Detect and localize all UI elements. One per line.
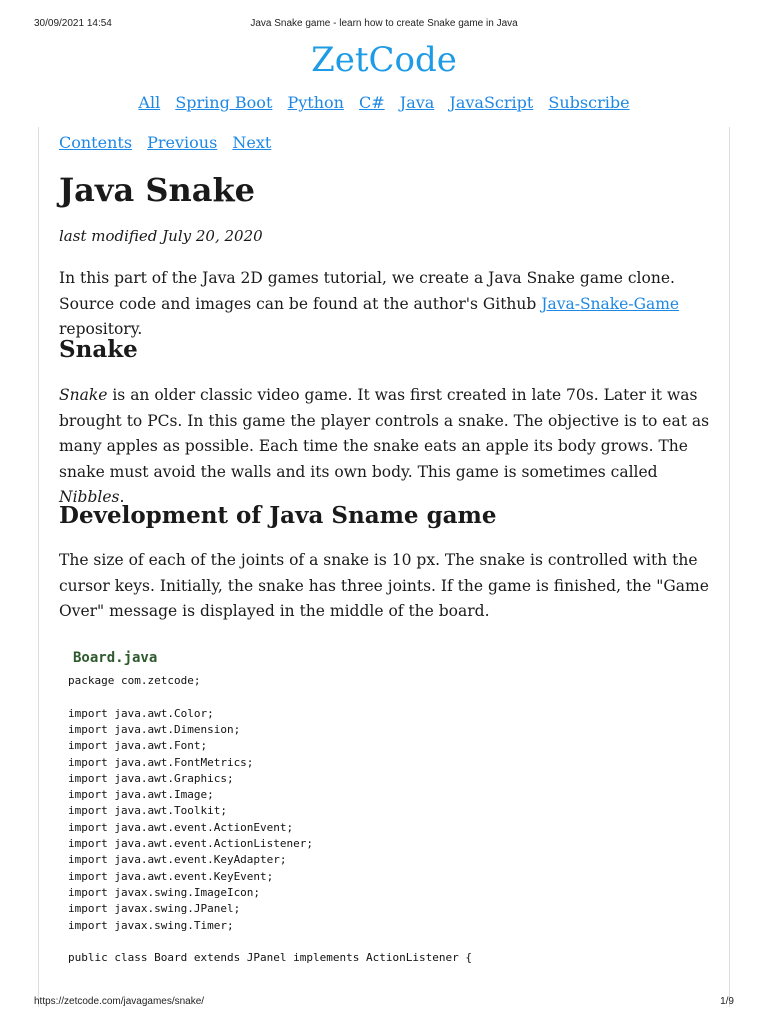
nav-link-subscribe[interactable]: Subscribe xyxy=(548,93,630,112)
nav-link-csharp[interactable]: C# xyxy=(359,93,385,112)
nav-link-java[interactable]: Java xyxy=(399,93,435,112)
nibbles-em: Nibbles xyxy=(59,488,120,506)
section-heading-development: Development of Java Sname game xyxy=(59,502,497,529)
code-line: import javax.swing.ImageIcon; xyxy=(68,885,261,899)
code-line: import java.awt.event.ActionEvent; xyxy=(68,820,294,834)
article-content xyxy=(38,127,730,1007)
intro-paragraph xyxy=(59,266,714,343)
section-heading-snake: Snake xyxy=(59,336,138,363)
code-line: import java.awt.event.ActionListener; xyxy=(68,837,314,850)
site-logo-text: ZetCode xyxy=(311,40,457,80)
nav-link-python[interactable]: Python xyxy=(287,93,344,112)
code-line: package com.zetcode; xyxy=(68,674,201,687)
code-line: public class Board extends JPanel implements ActionListener { xyxy=(68,951,472,965)
nav-link-spring-boot[interactable]: Spring Boot xyxy=(175,93,273,112)
snake-em: Snake xyxy=(59,386,108,404)
snake-paragraph xyxy=(59,383,714,511)
code-line: import java.awt.Dimension; xyxy=(68,722,241,736)
code-line: import java.awt.Toolkit; xyxy=(68,804,227,818)
code-line: import java.awt.Image; xyxy=(68,788,214,802)
top-nav xyxy=(0,93,768,112)
code-line: import javax.swing.JPanel; xyxy=(68,902,241,916)
print-header xyxy=(0,0,768,29)
code-line: import java.awt.Color; xyxy=(68,706,214,720)
print-datetime: 30/09/2021 14:54 xyxy=(34,18,112,29)
breadcrumb xyxy=(59,133,281,152)
snake-text-end: . xyxy=(119,488,125,506)
nav-link-all[interactable]: All xyxy=(138,93,161,112)
code-line: import javax.swing.Timer; xyxy=(68,918,234,932)
print-url: https://zetcode.com/javagames/snake/ xyxy=(34,996,205,1007)
intro-text-after: repository. xyxy=(59,320,143,338)
nav-link-javascript[interactable]: JavaScript xyxy=(449,93,534,112)
intro-text-before: In this part of the Java 2D games tutorial, we create a Java Snake game clone. Source code and images can be found at the author's Github xyxy=(59,269,675,313)
print-page-title: Java Snake game - learn how to create Snake game in Java xyxy=(250,18,518,29)
next-link[interactable]: Next xyxy=(232,133,272,152)
site-logo[interactable] xyxy=(0,40,768,80)
print-page-count: 1/9 xyxy=(720,996,734,1007)
code-filename: Board.java xyxy=(73,650,158,666)
code-line: import java.awt.event.KeyEvent; xyxy=(68,869,274,883)
code-line: import java.awt.Graphics; xyxy=(68,771,234,785)
code-line: import java.awt.FontMetrics; xyxy=(68,755,254,769)
development-paragraph: The size of each of the joints of a snake is 10 px. The snake is controlled with the cursor keys. Initially, the snake has three joints. If the game is finished, the "Game Over" message is displayed in the middle of the board. xyxy=(59,551,709,620)
code-block xyxy=(59,673,709,1003)
github-repo-link[interactable]: Java-Snake-Game xyxy=(541,294,680,313)
snake-text: is an older classic video game. It was first created in late 70s. Later it was brought to PCs. In this game the player controls a snake. The objective is to eat as many apples as possible. Each time the snake eats an apple its body grows. The snake must avoid the walls and its own body. This game is sometimes called xyxy=(59,386,710,481)
print-footer xyxy=(0,994,768,1014)
code-line: import java.awt.event.KeyAdapter; xyxy=(68,853,287,867)
code-line: import java.awt.Font; xyxy=(68,739,208,753)
page-title: Java Snake xyxy=(59,171,255,209)
contents-link[interactable]: Contents xyxy=(59,133,133,152)
previous-link[interactable]: Previous xyxy=(147,133,218,152)
last-modified: last modified July 20, 2020 xyxy=(59,227,263,245)
